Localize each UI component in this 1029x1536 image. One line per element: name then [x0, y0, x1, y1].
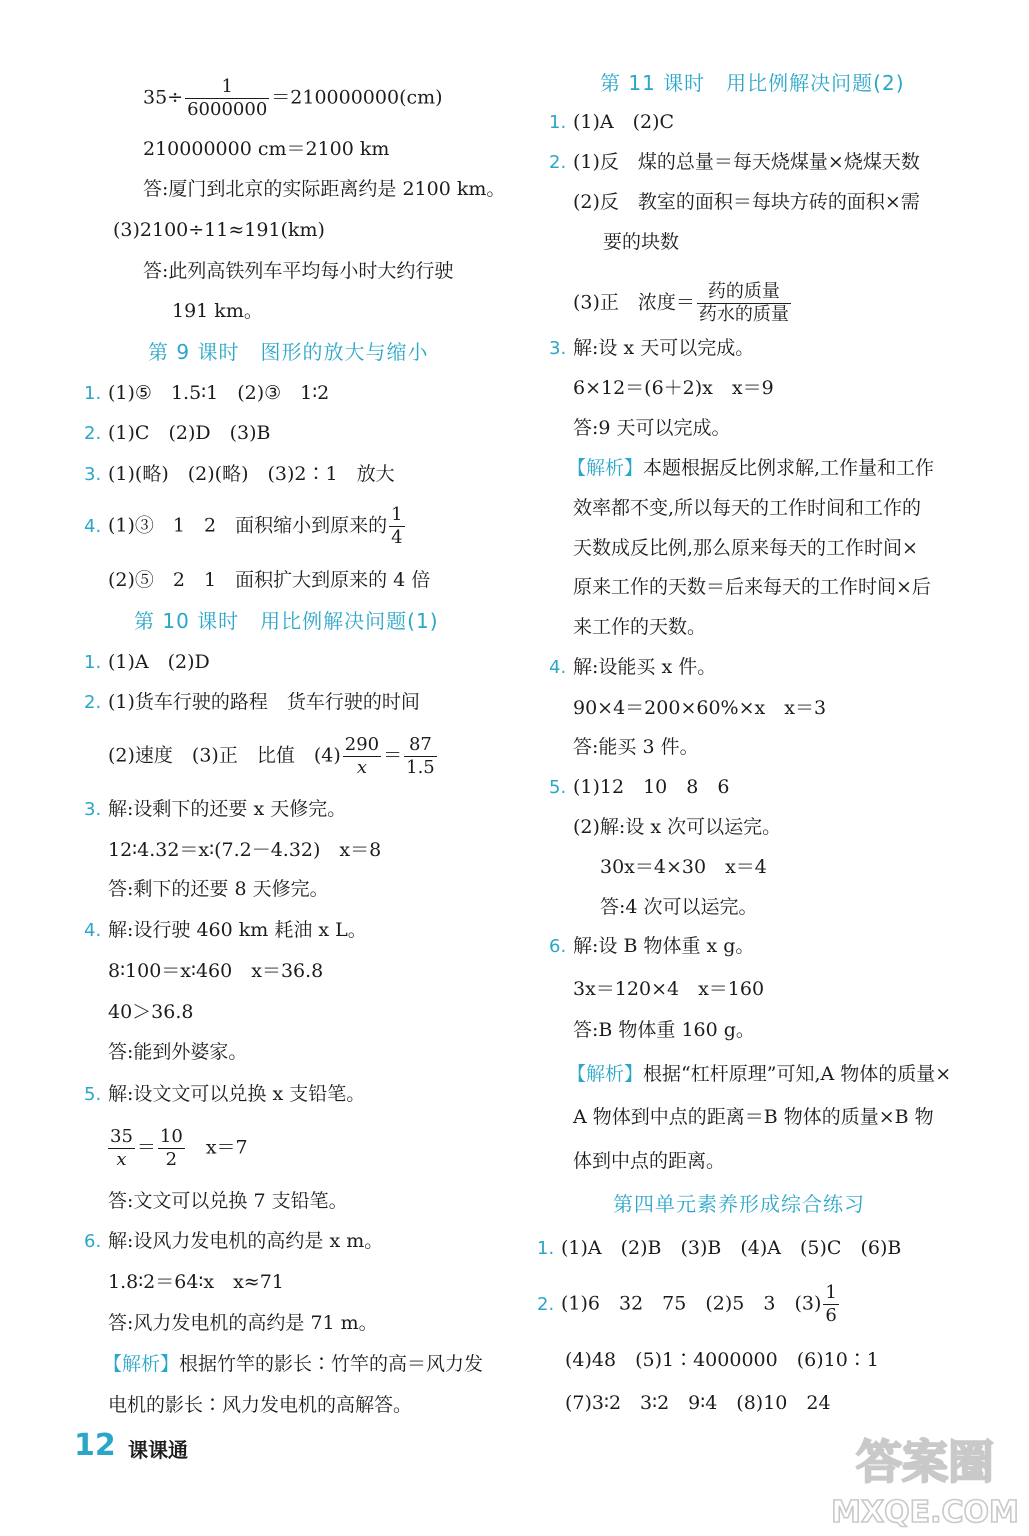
answer-line: 答:此列高铁列车平均每小时大约行驶: [143, 260, 454, 282]
brand-name: 课课通: [128, 1438, 188, 1462]
calc-line: 40＞36.8: [108, 1001, 194, 1023]
text: (1)12 10 8 6: [573, 776, 730, 798]
answer-line: 答:剩下的还要 8 天修完。: [108, 878, 329, 900]
page-number: 12: [74, 1428, 116, 1463]
analysis-tag: 【解析】: [567, 457, 644, 479]
question-number: 5.: [84, 1084, 102, 1105]
question-3: [84, 462, 395, 487]
text: (1)A (2)D: [108, 651, 210, 673]
question-number: 2.: [84, 423, 102, 444]
answer-line: 答:4 次可以运完。: [600, 896, 758, 918]
text: (1)A (2)B (3)B (4)A (5)C (6)B: [561, 1237, 902, 1259]
question-2: [549, 150, 920, 175]
answer-line: 要的块数: [603, 231, 680, 253]
fraction: [158, 1126, 185, 1171]
section-heading-11: 第 11 课时 用比例解决问题(2): [600, 71, 905, 95]
analysis-line: A 物体到中点的距离＝B 物体的质量×B 物: [573, 1106, 934, 1128]
question-2: [537, 1282, 841, 1327]
answer-line: (4)48 (5)1∶4000000 (6)10∶1: [565, 1349, 879, 1371]
answer-line: (2)⑤ 2 1 面积扩大到原来的 4 倍: [108, 569, 431, 591]
watermark-url: MXQE.COM: [831, 1495, 1019, 1530]
question-1: [84, 650, 210, 675]
question-number: 2.: [84, 692, 102, 713]
section-heading-9: 第 9 课时 图形的放大与缩小: [148, 340, 429, 364]
answer-line: (2)反 教室的面积＝每块方砖的面积×需: [573, 191, 920, 213]
question-number: 4.: [84, 515, 102, 537]
question-number: 1.: [537, 1238, 555, 1259]
analysis-line: 效率都不变,所以每天的工作时间和工作的: [573, 497, 922, 519]
text: 解:设 x 天可以完成。: [573, 337, 755, 359]
text: (3)正 浓度＝: [573, 291, 695, 314]
watermark-logo: [830, 1416, 1020, 1531]
question-3: [84, 797, 346, 822]
answer-line: 答:B 物体重 160 g。: [573, 1019, 755, 1041]
question-number: 4.: [549, 657, 567, 678]
section-heading-unit4: 第四单元素养形成综合练习: [613, 1192, 865, 1216]
answer-line: (7)3∶2 3∶2 9∶4 (8)10 24: [565, 1392, 831, 1414]
analysis-line: 来工作的天数。: [573, 616, 707, 638]
denominator: 药水的质量: [698, 304, 789, 325]
answer-line: 答:风力发电机的高约是 71 m。: [108, 1312, 378, 1334]
question-2: [84, 421, 270, 446]
question-number: 6.: [549, 936, 567, 957]
text: 根据竹竿的影长∶竹竿的高＝风力发: [179, 1353, 484, 1375]
text: 本题根据反比例求解,工作量和工作: [643, 457, 935, 479]
question-6: [84, 1229, 383, 1254]
numerator: 1: [391, 504, 403, 525]
question-5: [549, 775, 729, 800]
question-4: [549, 655, 716, 680]
calc-line: [106, 1126, 248, 1171]
question-2: [84, 690, 420, 715]
denominator: 2: [165, 1149, 178, 1170]
analysis-line: [567, 456, 934, 480]
calc-line: [143, 76, 443, 121]
analysis-line: [567, 1062, 951, 1086]
question-6: [549, 934, 754, 959]
numerator: 1: [825, 1282, 837, 1303]
answer-line: 答:能买 3 件。: [573, 736, 699, 758]
question-number: 3.: [84, 799, 102, 820]
calc-line: 1.8∶2＝64∶x x≈71: [108, 1271, 284, 1293]
text: 解:设能买 x 件。: [573, 656, 717, 678]
calc-line: 90×4＝200×60%×x x＝3: [573, 697, 827, 719]
calc-line: 30x＝4×30 x＝4: [600, 856, 767, 878]
calc-line: 8∶100＝x∶460 x＝36.8: [108, 960, 324, 982]
question-3: [549, 336, 754, 361]
answer-line: 答:文文可以兑换 7 支铅笔。: [108, 1190, 348, 1212]
denominator: 6000000: [187, 99, 268, 120]
question-1: [84, 381, 329, 406]
calc-line: 210000000 cm＝2100 km: [143, 138, 390, 160]
analysis-tag: 【解析】: [103, 1353, 180, 1375]
fraction: [823, 1282, 838, 1327]
question-1: [549, 110, 674, 135]
fraction: [185, 76, 269, 121]
analysis-line: 电机的影长∶风力发电机的高解答。: [108, 1394, 413, 1416]
question-4: [84, 504, 407, 549]
section-heading-10: 第 10 课时 用比例解决问题(1): [134, 609, 439, 633]
analysis-line: [103, 1352, 483, 1376]
text: (2)速度 (3)正 比值 (4): [108, 744, 341, 767]
denominator: x: [116, 1149, 127, 1170]
numerator: 药的质量: [697, 281, 791, 304]
text: 解:设剩下的还要 x 天修完。: [108, 798, 347, 820]
question-number: 1.: [84, 383, 102, 404]
numerator: 290: [344, 734, 380, 755]
analysis-line: 天数成反比例,那么原来每天的工作时间×: [573, 537, 918, 559]
question-number: 1.: [549, 112, 567, 133]
text: (1)6 32 75 (2)5 3 (3): [561, 1292, 822, 1315]
denominator: x: [356, 757, 367, 778]
answer-line: 191 km。: [172, 300, 263, 322]
question-number: 2.: [537, 1293, 555, 1315]
question-5: [84, 1082, 365, 1107]
text: 解:设风力发电机的高约是 x m。: [108, 1230, 384, 1252]
answer-line: 答:厦门到北京的实际距离约是 2100 km。: [143, 178, 506, 200]
question-number: 2.: [549, 152, 567, 173]
text: (1)⑤ 1.5∶1 (2)③ 1∶2: [108, 382, 330, 404]
denominator: 1.5: [406, 757, 435, 778]
calc-line: 3x＝120×4 x＝160: [573, 978, 765, 1000]
text: 解:设 B 物体重 x g。: [573, 935, 755, 957]
denominator: 4: [391, 527, 403, 548]
fraction: [404, 734, 437, 779]
question-number: 4.: [84, 920, 102, 941]
answer-line: [573, 281, 793, 326]
text: 根据“杠杆原理”可知,A 物体的质量×: [643, 1063, 952, 1085]
text: x＝7: [186, 1136, 248, 1159]
text: ＝210000000(cm): [271, 86, 443, 109]
text: 35÷: [143, 86, 184, 109]
text: (1)C (2)D (3)B: [108, 422, 271, 444]
text: (1)A (2)C: [573, 111, 675, 133]
text: 解:设文文可以兑换 x 支铅笔。: [108, 1083, 366, 1105]
numerator: 35: [110, 1126, 133, 1147]
calc-line: 6×12＝(6＋2)x x＝9: [573, 377, 774, 399]
question-number: 3.: [84, 464, 102, 485]
question-number: 1.: [84, 652, 102, 673]
question-4: [84, 918, 367, 943]
text: ＝: [383, 744, 403, 767]
answer-line: 答:能到外婆家。: [108, 1041, 248, 1063]
fraction: [697, 281, 791, 326]
answer-line: [108, 734, 439, 779]
question-1: [537, 1236, 901, 1261]
text: (1)③ 1 2 面积缩小到原来的: [108, 514, 388, 537]
numerator: 1: [185, 76, 269, 99]
question-number: 6.: [84, 1231, 102, 1252]
answer-line: 答:9 天可以完成。: [573, 417, 731, 439]
calc-line: (3)2100÷11≈191(km): [113, 219, 325, 241]
text: (1)(略) (2)(略) (3)2∶1 放大: [108, 463, 395, 485]
text: (1)货车行驶的路程 货车行驶的时间: [108, 691, 420, 713]
fraction: [108, 1126, 135, 1171]
fraction: [389, 504, 404, 549]
answer-line: (2)解:设 x 次可以运完。: [573, 816, 782, 838]
numerator: 10: [159, 1126, 183, 1147]
text: ＝: [136, 1136, 156, 1159]
question-number: 3.: [549, 338, 567, 359]
watermark-title: 答案圈: [856, 1435, 994, 1489]
analysis-line: 体到中点的距离。: [573, 1150, 726, 1172]
question-number: 5.: [549, 777, 567, 798]
text: (1)反 煤的总量＝每天烧煤量×烧煤天数: [573, 151, 920, 173]
analysis-line: 原来工作的天数＝后来每天的工作时间×后: [573, 576, 931, 598]
numerator: 87: [404, 734, 437, 757]
text: 解:设行驶 460 km 耗油 x L。: [108, 919, 367, 941]
fraction: [343, 734, 381, 779]
denominator: 6: [825, 1305, 837, 1326]
calc-line: 12∶4.32＝x∶(7.2－4.32) x＝8: [108, 839, 382, 861]
analysis-tag: 【解析】: [567, 1063, 644, 1085]
